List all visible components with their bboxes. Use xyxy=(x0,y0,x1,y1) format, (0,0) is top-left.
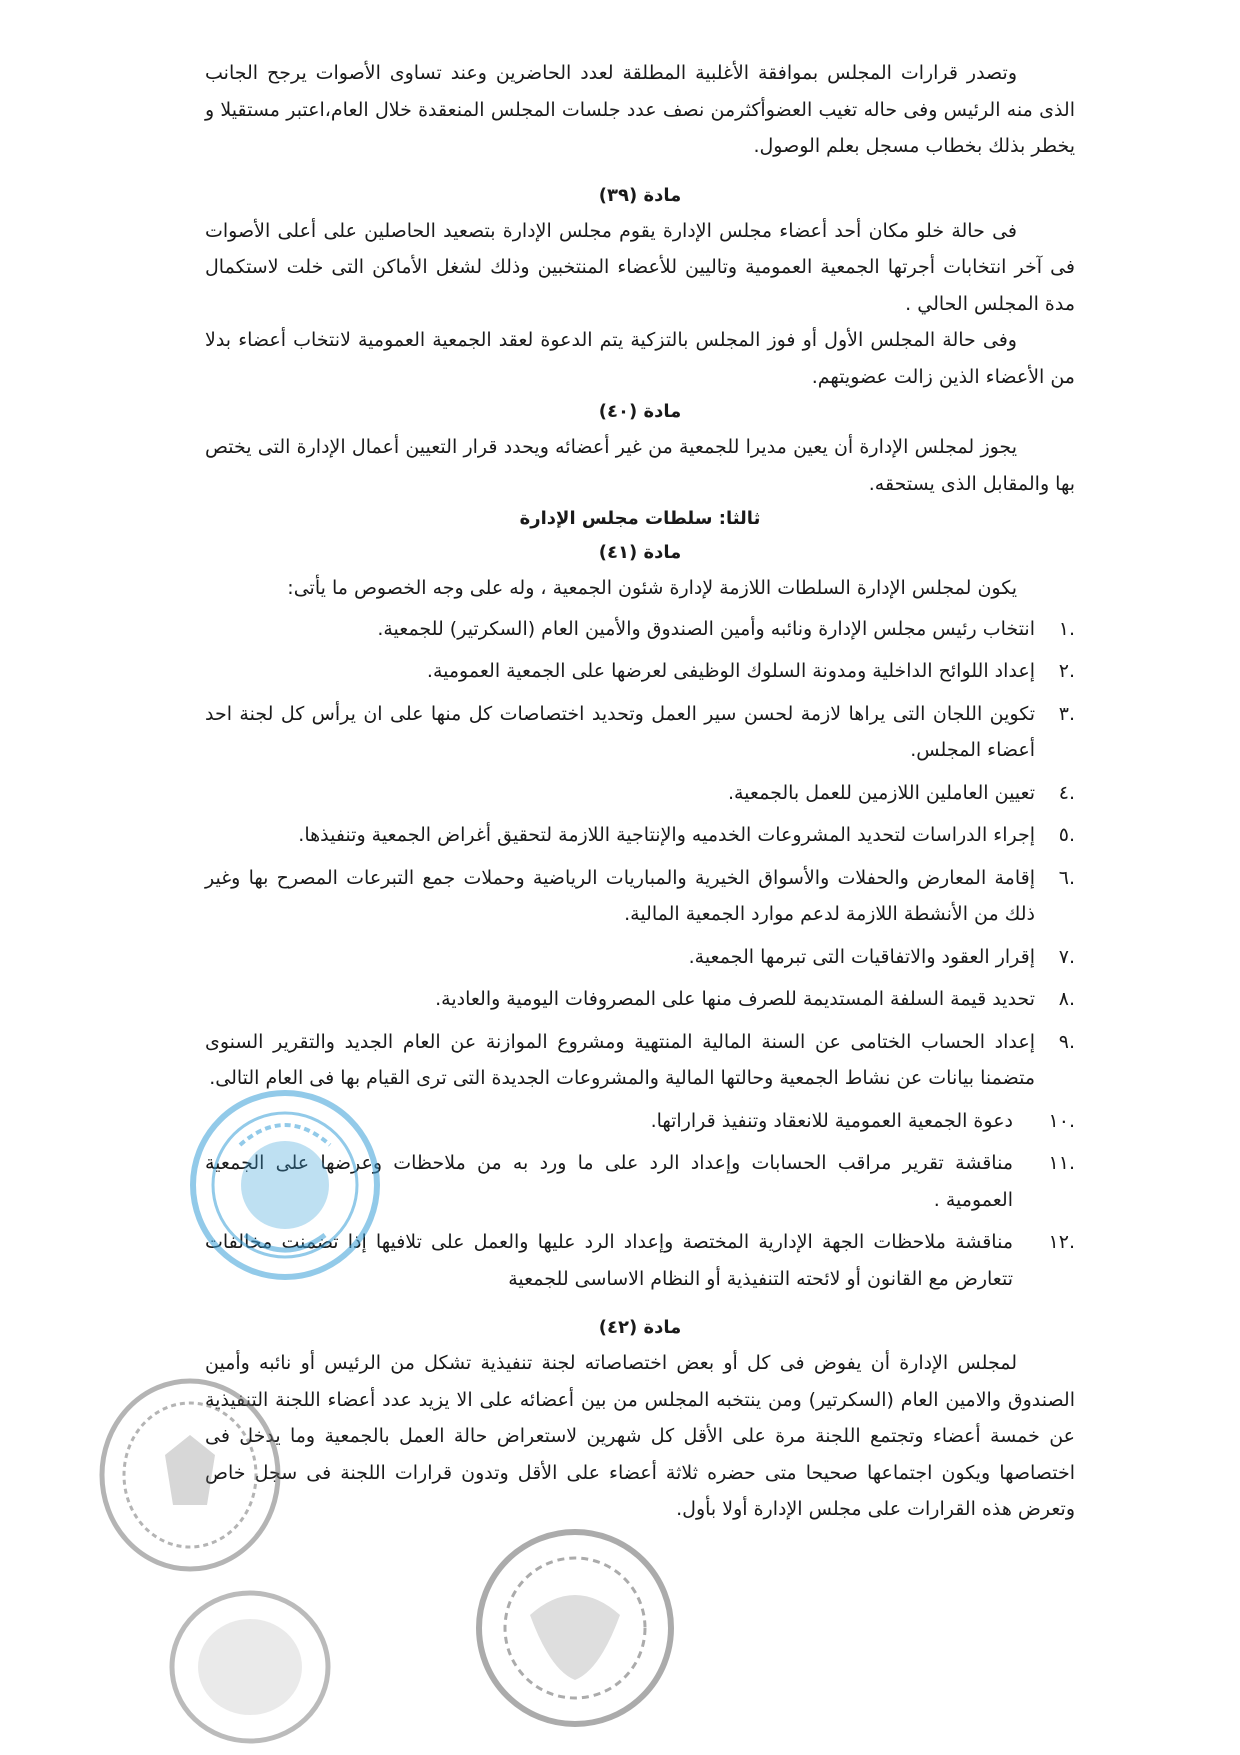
intro-paragraph: وتصدر قرارات المجلس بموافقة الأغلبية المطلقة لعدد الحاضرين وعند تساوى الأصوات يرجح الجانب الذى منه الرئيس وفى حاله تغيب العضوأكثرمن نصف عدد جلسات المجلس المنعقدة خلال العام،اعتبر مستقيلا و يخطر بذلك بخطاب مسجل بعلم الوصول. xyxy=(205,62,1075,157)
list-item-number: .٣ xyxy=(1058,702,1075,725)
list-item xyxy=(205,653,1075,690)
list-item-text: إقامة المعارض والحفلات والأسواق الخيرية والمباريات الرياضية وحملات جمع التبرعات المصرح بها وغير ذلك من الأنشطة اللازمة لدعم موارد الجمعية المالية. xyxy=(205,866,1035,925)
list-item-text: انتخاب رئيس مجلس الإدارة ونائبه وأمين الصندوق والأمين العام (السكرتير) للجمعية. xyxy=(377,617,1035,640)
section-3-title: ثالثا: سلطات مجلس الإدارة xyxy=(519,508,761,529)
list-item-number: .٤ xyxy=(1058,781,1075,804)
list-item-text: تعيين العاملين اللازمين للعمل بالجمعية. xyxy=(727,781,1035,804)
list-item xyxy=(205,1103,1075,1140)
list-item xyxy=(205,981,1075,1018)
document-page xyxy=(205,55,1075,1528)
list-item xyxy=(205,939,1075,976)
list-item-number: .٢ xyxy=(1058,660,1075,682)
list-item xyxy=(205,1224,1075,1297)
list-item-number: .١٠ xyxy=(1048,1109,1075,1132)
list-item xyxy=(205,775,1075,812)
list-item-text: تحديد قيمة السلفة المستديمة للصرف منها على المصروفات اليومية والعادية. xyxy=(435,988,1035,1010)
article-39-paragraph-2: وفى حالة المجلس الأول أو فوز المجلس بالتزكية يتم الدعوة لعقد الجمعية العمومية لانتخاب أعضاء بدلا من الأعضاء الذين زالت عضويتهم. xyxy=(205,329,1075,388)
list-item-text: مناقشة ملاحظات الجهة الإدارية المختصة وإعداد الرد عليها والعمل على تلافيها إذا تضمنت مخالفات تتعارض مع القانون أو لائحته التنفيذية أو النظام الاساسى للجمعية xyxy=(205,1231,1013,1290)
gray-stamp-icon xyxy=(165,1585,335,1750)
article-41-list xyxy=(205,611,1075,1298)
list-item xyxy=(205,611,1075,648)
list-item xyxy=(205,1145,1075,1218)
list-item xyxy=(205,696,1075,769)
list-item-text: إعداد الحساب الختامى عن السنة المالية المنتهية ومشروع الموازنة عن العام الجديد والتقرير السنوى متضمنا بيانات عن نشاط الجمعية وحالتها المالية والمشروعات الجديدة التى ترى القيام بها فى العام التالى. xyxy=(205,1030,1035,1089)
article-42-heading: مادة (٤٢) xyxy=(598,1317,682,1338)
list-item-number: .٨ xyxy=(1058,988,1075,1010)
list-item-number: .١١ xyxy=(1048,1152,1075,1174)
list-item-number: .٩ xyxy=(1058,1030,1075,1053)
list-item-number: .٦ xyxy=(1058,866,1075,889)
list-item-number: .٥ xyxy=(1058,824,1075,846)
list-item-text: مناقشة تقرير مراقب الحسابات وإعداد الرد على ما ورد به من ملاحظات وعرضها على الجمعية العمومية . xyxy=(205,1152,1013,1211)
article-41-heading: مادة (٤١) xyxy=(598,542,682,563)
gray-stamp-icon xyxy=(470,1520,680,1735)
article-39-heading: مادة (٣٩) xyxy=(598,184,682,206)
list-item-number: .١ xyxy=(1058,617,1075,640)
list-item xyxy=(205,860,1075,933)
article-40-heading: مادة (٤٠) xyxy=(598,401,682,422)
article-40-paragraph-1: يجوز لمجلس الإدارة أن يعين مديرا للجمعية من غير أعضائه ويحدد قرار التعيين أعمال الإدارة التى يختص بها والمقابل الذى يستحقه. xyxy=(205,436,1075,495)
list-item-text: إقرار العقود والاتفاقيات التى تبرمها الجمعية. xyxy=(688,945,1035,968)
list-item-text: إجراء الدراسات لتحديد المشروعات الخدميه والإنتاجية اللازمة لتحقيق أغراض الجمعية وتنفيذها. xyxy=(298,824,1035,846)
list-item-number: .١٢ xyxy=(1048,1231,1075,1253)
list-item xyxy=(205,1024,1075,1097)
list-item-text: دعوة الجمعية العمومية للانعقاد وتنفيذ قراراتها. xyxy=(650,1109,1013,1132)
list-item xyxy=(205,817,1075,854)
article-41-intro: يكون لمجلس الإدارة السلطات اللازمة لإدارة شئون الجمعية ، وله على وجه الخصوص ما يأتى: xyxy=(287,577,1017,599)
article-42-paragraph-1: لمجلس الإدارة أن يفوض فى كل أو بعض اختصاصاته لجنة تنفيذية تشكل من الرئيس أو نائبه وأمين الصندوق والامين العام (السكرتير) ومن ينتخبه المجلس من بين أعضائه على الا يزيد عدد أعضاء اللجنة التنفيذية عن خمسة أعضاء وتجتمع اللجنة مرة على الأقل كل شهرين لاستعراض حالة العمل بالجمعية وما يدخل فى اختصاصها ويكون اجتماعها صحيحا متى حضره ثلاثة أعضاء على الأقل وتدون قرارات اللجنة فى سجل خاص وتعرض هذه القرارات على مجلس الإدارة أولا بأول. xyxy=(205,1352,1075,1520)
list-item-text: إعداد اللوائح الداخلية ومدونة السلوك الوظيفى لعرضها على الجمعية العمومية. xyxy=(426,660,1035,682)
list-item-number: .٧ xyxy=(1058,945,1075,968)
article-39-paragraph-1: فى حالة خلو مكان أحد أعضاء مجلس الإدارة يقوم مجلس الإدارة بتصعيد الحاصلين على أعلى الأصوات فى آخر انتخابات أجرتها الجمعية العمومية وتاليين للأعضاء المنتخبين وذلك لشغل الأماكن التى خلت لاستكمال مدة المجلس الحالي . xyxy=(205,219,1075,315)
list-item-text: تكوين اللجان التى يراها لازمة لحسن سير العمل وتحديد اختصاصات كل منها على ان يرأس كل لجنة احد أعضاء المجلس. xyxy=(205,702,1035,761)
